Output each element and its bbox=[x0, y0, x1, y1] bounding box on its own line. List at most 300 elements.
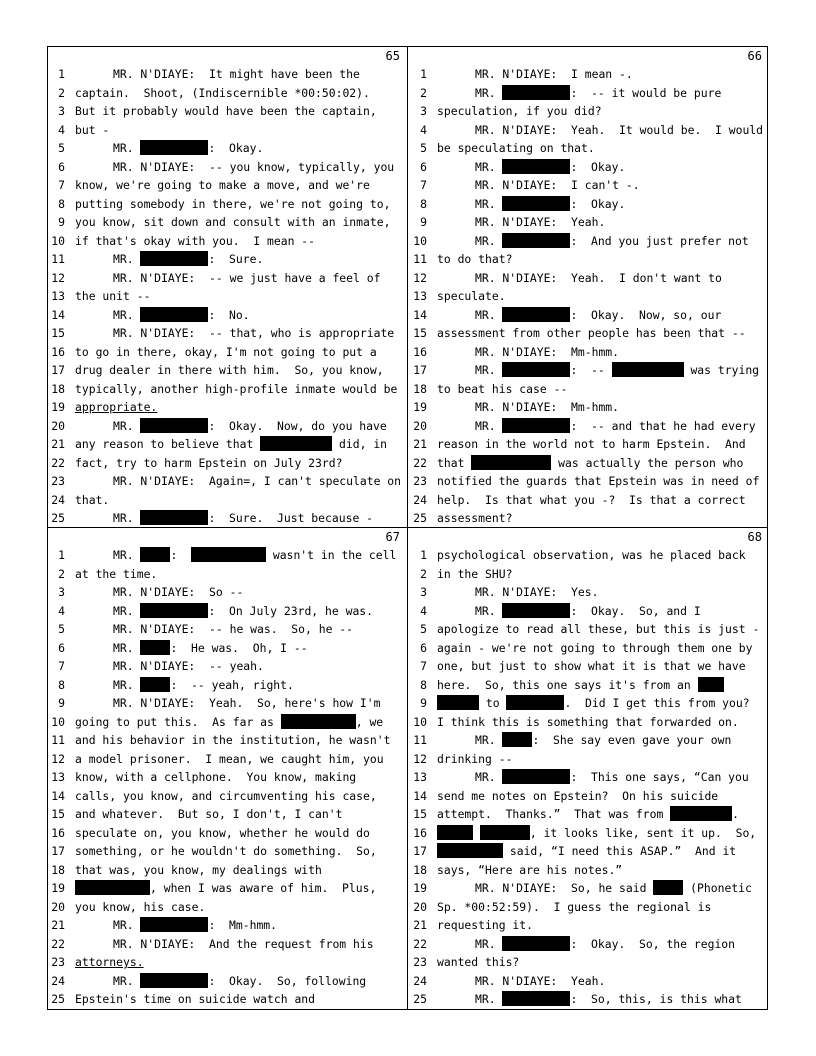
text-segment: . bbox=[732, 807, 740, 821]
transcript-line bbox=[409, 602, 766, 621]
transcript-line bbox=[47, 657, 404, 676]
transcript-line bbox=[409, 657, 766, 676]
line-number: 11 bbox=[413, 733, 427, 747]
text-segment: : So, this, is this what bbox=[570, 992, 742, 1006]
transcript-line bbox=[409, 861, 766, 880]
line-number: 10 bbox=[413, 714, 427, 729]
transcript-line bbox=[409, 454, 766, 473]
line-text bbox=[113, 583, 243, 602]
line-number: 12 bbox=[51, 751, 65, 766]
redaction-block bbox=[502, 769, 570, 784]
redaction-block bbox=[502, 991, 570, 1006]
transcript-line bbox=[409, 158, 766, 177]
line-text bbox=[437, 916, 533, 935]
line-text bbox=[475, 417, 756, 436]
transcript-line bbox=[47, 565, 404, 584]
transcript-line bbox=[409, 565, 766, 584]
transcript-line bbox=[47, 620, 404, 639]
transcript-lines bbox=[47, 546, 404, 1009]
line-text bbox=[113, 602, 373, 621]
line-text bbox=[75, 380, 397, 399]
redaction-block bbox=[140, 510, 208, 525]
page-number: 65 bbox=[385, 49, 400, 63]
text-segment: help. Is that what you -? Is that a correct bbox=[437, 492, 746, 507]
transcript-line bbox=[409, 65, 766, 84]
line-number: 2 bbox=[58, 85, 65, 100]
text-segment: : Okay. So, the region bbox=[570, 936, 736, 951]
transcript-line bbox=[47, 491, 404, 510]
line-number: 20 bbox=[51, 418, 65, 433]
transcript-line bbox=[47, 158, 404, 177]
line-text bbox=[113, 676, 294, 695]
text-segment: one, but just to show what it is that we have bbox=[437, 659, 746, 673]
line-text bbox=[75, 287, 150, 306]
transcript-line bbox=[47, 972, 404, 991]
transcript-line bbox=[409, 139, 766, 158]
transcript-line bbox=[47, 898, 404, 917]
transcript-line bbox=[409, 176, 766, 195]
redaction-block bbox=[75, 880, 150, 895]
line-text bbox=[113, 472, 401, 491]
redaction-block bbox=[502, 196, 570, 211]
line-text bbox=[75, 454, 342, 473]
line-number: 24 bbox=[413, 973, 427, 988]
text-segment: , it looks like, sent it up. So, bbox=[529, 825, 757, 840]
text-segment: : Sure. bbox=[208, 252, 264, 266]
line-number: 18 bbox=[51, 381, 65, 396]
transcript-line bbox=[47, 435, 404, 454]
line-number: 16 bbox=[51, 825, 65, 840]
line-number: 22 bbox=[51, 455, 65, 470]
line-text bbox=[75, 879, 376, 898]
redaction-block bbox=[506, 695, 564, 710]
line-number: 17 bbox=[51, 363, 65, 377]
line-text bbox=[113, 935, 374, 954]
text-segment: send me notes on Epstein? On his suicide bbox=[437, 788, 719, 803]
line-number: 3 bbox=[58, 585, 65, 599]
text-segment: assessment from other people has been that -- bbox=[437, 326, 746, 340]
text-segment: MR. bbox=[475, 936, 503, 951]
redaction-block bbox=[437, 843, 503, 858]
transcript-line bbox=[409, 935, 766, 954]
line-number: 14 bbox=[413, 307, 427, 322]
text-segment: MR. bbox=[475, 733, 503, 747]
line-number: 17 bbox=[413, 844, 427, 858]
line-number: 10 bbox=[51, 233, 65, 248]
line-text bbox=[437, 324, 746, 343]
text-segment: : Okay. bbox=[570, 196, 626, 211]
transcript-line bbox=[409, 824, 766, 843]
transcript-line bbox=[409, 972, 766, 991]
transcript-line bbox=[47, 824, 404, 843]
redaction-block bbox=[140, 917, 208, 932]
text-segment: , when I was aware of him. Plus, bbox=[150, 881, 377, 895]
redaction-block bbox=[140, 640, 170, 655]
text-segment: speculation, if you did? bbox=[437, 104, 602, 118]
line-text bbox=[437, 546, 746, 565]
line-text bbox=[75, 121, 109, 140]
line-text bbox=[437, 898, 711, 917]
redaction-block bbox=[670, 806, 732, 821]
transcript-line bbox=[47, 842, 404, 861]
transcript-line bbox=[47, 472, 404, 491]
transcript-line bbox=[47, 731, 404, 750]
line-text bbox=[475, 398, 619, 417]
text-segment: going to put this. As far as bbox=[75, 714, 281, 729]
line-number: 7 bbox=[58, 659, 65, 673]
transcript-line bbox=[47, 713, 404, 732]
transcript-line bbox=[47, 805, 404, 824]
text-segment: MR. N'DIAYE: -- yeah. bbox=[113, 659, 264, 673]
redaction-block bbox=[653, 880, 683, 895]
transcript-line bbox=[409, 232, 766, 251]
line-number: 5 bbox=[420, 622, 427, 636]
text-segment: the unit -- bbox=[75, 289, 151, 303]
text-segment: attempt. Thanks.” That was from bbox=[437, 807, 671, 821]
text-segment: (Phonetic bbox=[683, 881, 752, 895]
line-text bbox=[75, 842, 377, 861]
line-text bbox=[75, 731, 390, 750]
line-number: 15 bbox=[413, 326, 427, 340]
redaction-block bbox=[140, 418, 208, 433]
transcript-line bbox=[47, 213, 404, 232]
line-number: 13 bbox=[51, 770, 65, 784]
transcript-line bbox=[47, 509, 404, 528]
redaction-block bbox=[281, 714, 356, 729]
transcript-line bbox=[47, 380, 404, 399]
line-number: 3 bbox=[420, 104, 427, 118]
transcript-line bbox=[47, 750, 404, 769]
redaction-block bbox=[191, 547, 266, 562]
text-segment: appropriate. bbox=[75, 400, 158, 414]
redaction-block bbox=[612, 362, 684, 377]
text-segment: at the time. bbox=[75, 566, 158, 581]
redaction-block bbox=[140, 677, 170, 692]
transcript-line bbox=[47, 398, 404, 417]
line-number: 23 bbox=[51, 955, 65, 969]
line-number: 5 bbox=[420, 141, 427, 155]
text-segment: MR. bbox=[113, 252, 141, 266]
redaction-block bbox=[437, 695, 479, 710]
text-segment bbox=[473, 826, 480, 840]
line-text bbox=[475, 768, 749, 787]
text-segment: : And you just prefer not bbox=[570, 233, 749, 248]
line-number: 25 bbox=[51, 992, 65, 1006]
text-segment: that. bbox=[75, 492, 110, 507]
text-segment: attorneys. bbox=[75, 955, 144, 969]
redaction-block bbox=[140, 547, 170, 562]
line-number: 19 bbox=[413, 881, 427, 895]
text-segment: MR. bbox=[475, 363, 503, 377]
text-segment: you know, sit down and consult with an inmate, bbox=[75, 215, 391, 229]
line-number: 6 bbox=[420, 640, 427, 655]
line-text bbox=[437, 620, 759, 639]
line-text bbox=[75, 176, 370, 195]
line-number: 14 bbox=[413, 788, 427, 803]
transcript-line bbox=[47, 639, 404, 658]
line-text bbox=[437, 842, 736, 861]
transcript-line bbox=[47, 176, 404, 195]
text-segment: be speculating on that. bbox=[437, 141, 595, 155]
text-segment: assessment? bbox=[437, 511, 513, 525]
text-segment: MR. bbox=[113, 141, 141, 155]
text-segment: to bbox=[479, 696, 507, 710]
line-number: 23 bbox=[413, 474, 427, 488]
line-number: 3 bbox=[58, 104, 65, 118]
transcript-line bbox=[47, 694, 404, 713]
redaction-block bbox=[140, 603, 208, 618]
line-text bbox=[75, 102, 377, 121]
line-text bbox=[437, 435, 746, 454]
line-text bbox=[437, 287, 506, 306]
text-segment: : Okay. bbox=[208, 141, 264, 155]
text-segment: again - we're not going to through them one by bbox=[437, 640, 753, 655]
line-text bbox=[75, 84, 370, 103]
line-text bbox=[475, 731, 731, 750]
transcript-line bbox=[47, 602, 404, 621]
line-number: 3 bbox=[420, 585, 427, 599]
line-number: 25 bbox=[413, 511, 427, 525]
line-text bbox=[475, 583, 598, 602]
transcript-line bbox=[409, 343, 766, 362]
redaction-block bbox=[260, 436, 332, 451]
line-text bbox=[475, 232, 749, 251]
text-segment: : Okay. So, following bbox=[208, 973, 367, 988]
line-number: 1 bbox=[58, 548, 65, 562]
line-text bbox=[475, 269, 722, 288]
text-segment: know, we're going to make a move, and we're bbox=[75, 178, 370, 192]
redaction-block bbox=[502, 307, 570, 322]
transcript-line bbox=[47, 861, 404, 880]
transcript-line bbox=[47, 361, 404, 380]
line-number: 25 bbox=[413, 992, 427, 1006]
line-number: 8 bbox=[420, 196, 427, 211]
line-number: 5 bbox=[58, 622, 65, 636]
transcript-line bbox=[409, 768, 766, 787]
transcript-lines bbox=[409, 65, 766, 528]
text-segment: MR. N'DIAYE: So, he said bbox=[475, 881, 654, 895]
line-number: 10 bbox=[413, 233, 427, 248]
text-segment: here. So, this one says it's from an bbox=[437, 677, 698, 692]
line-text bbox=[437, 472, 759, 491]
line-text bbox=[475, 343, 619, 362]
line-text bbox=[113, 546, 396, 565]
text-segment: MR. N'DIAYE: -- that, who is appropriate bbox=[113, 326, 395, 340]
transcript-line bbox=[409, 472, 766, 491]
line-text bbox=[475, 361, 759, 380]
line-number: 19 bbox=[413, 400, 427, 414]
line-text bbox=[75, 232, 315, 251]
line-text bbox=[437, 509, 512, 528]
transcript-line bbox=[409, 102, 766, 121]
text-segment: putting somebody in there, we're not going to, bbox=[75, 196, 391, 211]
text-segment: MR. N'DIAYE: Yeah. So, here's how I'm bbox=[113, 696, 381, 710]
text-segment: : Sure. Just because - bbox=[208, 511, 374, 525]
transcript-line bbox=[47, 324, 404, 343]
line-number: 9 bbox=[58, 696, 65, 710]
line-number: 7 bbox=[420, 659, 427, 673]
text-segment: MR. bbox=[113, 677, 141, 692]
text-segment: that was, you know, my dealings with bbox=[75, 862, 322, 877]
redaction-block bbox=[140, 307, 208, 322]
line-number: 17 bbox=[51, 844, 65, 858]
text-segment: Epstein's time on suicide watch and bbox=[75, 992, 316, 1006]
text-segment: MR. bbox=[475, 770, 503, 784]
text-segment: speculate. bbox=[437, 289, 506, 303]
transcript-line bbox=[409, 417, 766, 436]
text-segment: MR. N'DIAYE: Mm-hmm. bbox=[475, 400, 620, 414]
line-text bbox=[113, 139, 263, 158]
line-text bbox=[113, 324, 394, 343]
redaction-block bbox=[502, 85, 570, 100]
line-number: 13 bbox=[51, 289, 65, 303]
line-number: 12 bbox=[51, 270, 65, 285]
line-number: 15 bbox=[413, 807, 427, 821]
redaction-block bbox=[140, 973, 208, 988]
redaction-block bbox=[502, 732, 532, 747]
text-segment: MR. bbox=[113, 307, 141, 322]
line-number: 13 bbox=[413, 770, 427, 784]
line-number: 6 bbox=[420, 159, 427, 174]
line-number: 24 bbox=[51, 492, 65, 507]
transcript-line bbox=[409, 324, 766, 343]
text-segment: calls, you know, and circumventing his case, bbox=[75, 788, 377, 803]
transcript-line bbox=[409, 398, 766, 417]
line-text bbox=[475, 158, 625, 177]
text-segment: MR. N'DIAYE: -- we just have a feel of bbox=[113, 270, 381, 285]
line-number: 2 bbox=[420, 566, 427, 581]
text-segment: MR. N'DIAYE: It might have been the bbox=[113, 67, 360, 81]
line-number: 11 bbox=[51, 733, 65, 747]
redaction-block bbox=[502, 159, 570, 174]
text-segment: captain. Shoot, (Indiscernible *00:50:02). bbox=[75, 85, 370, 100]
transcript-line bbox=[409, 287, 766, 306]
text-segment: But it probably would have been the captain, bbox=[75, 104, 377, 118]
transcript-line bbox=[47, 195, 404, 214]
transcript-line bbox=[409, 842, 766, 861]
transcript-line bbox=[409, 583, 766, 602]
text-segment: to do that? bbox=[437, 252, 513, 266]
transcript-line bbox=[47, 768, 404, 787]
text-segment: : Okay. So, and I bbox=[570, 603, 701, 618]
transcript-line bbox=[409, 898, 766, 917]
line-text bbox=[475, 176, 640, 195]
line-number: 2 bbox=[58, 566, 65, 581]
transcript-line bbox=[47, 102, 404, 121]
text-segment: : -- and that he had every bbox=[570, 418, 756, 433]
text-segment: : -- yeah, right. bbox=[170, 677, 294, 692]
line-number: 4 bbox=[420, 122, 427, 137]
transcript-line bbox=[409, 509, 766, 528]
text-segment: MR. N'DIAYE: Yeah. bbox=[475, 973, 606, 988]
line-number: 21 bbox=[413, 918, 427, 932]
text-segment: and his behavior in the institution, he wasn't bbox=[75, 733, 391, 747]
line-number: 9 bbox=[420, 215, 427, 229]
line-number: 7 bbox=[420, 178, 427, 192]
line-text bbox=[113, 65, 360, 84]
line-text bbox=[437, 787, 718, 806]
line-number: 1 bbox=[58, 67, 65, 81]
line-text bbox=[75, 824, 370, 843]
line-number: 8 bbox=[58, 677, 65, 692]
line-text bbox=[437, 713, 739, 732]
redaction-block bbox=[502, 936, 570, 951]
text-segment: and whatever. But so, I don't, I can't bbox=[75, 807, 343, 821]
line-number: 16 bbox=[51, 344, 65, 359]
transcript-line bbox=[47, 916, 404, 935]
text-segment: fact, try to harm Epstein on July 23rd? bbox=[75, 455, 343, 470]
line-text bbox=[75, 713, 383, 732]
text-segment: MR. bbox=[475, 418, 503, 433]
transcript-line bbox=[409, 694, 766, 713]
line-number: 20 bbox=[413, 899, 427, 914]
line-number: 18 bbox=[51, 862, 65, 877]
text-segment: was trying bbox=[683, 363, 760, 377]
line-number: 21 bbox=[51, 437, 65, 451]
line-number: 15 bbox=[51, 326, 65, 340]
transcript-line bbox=[409, 805, 766, 824]
line-text bbox=[75, 953, 144, 972]
line-text bbox=[75, 861, 322, 880]
transcript-line bbox=[47, 269, 404, 288]
transcript-line bbox=[409, 713, 766, 732]
text-segment: if that's okay with you. I mean -- bbox=[75, 233, 316, 248]
text-segment: MR. N'DIAYE: I can't -. bbox=[475, 178, 640, 192]
line-text bbox=[113, 694, 380, 713]
text-segment: MR. bbox=[113, 640, 141, 655]
line-text bbox=[475, 306, 721, 325]
text-segment: did, in bbox=[332, 437, 388, 451]
text-segment: in the SHU? bbox=[437, 566, 513, 581]
line-number: 10 bbox=[51, 714, 65, 729]
line-number: 21 bbox=[51, 918, 65, 932]
text-segment: : bbox=[170, 548, 192, 562]
text-segment: apologize to read all these, but this is just - bbox=[437, 622, 760, 636]
line-number: 8 bbox=[58, 196, 65, 211]
line-number: 20 bbox=[413, 418, 427, 433]
text-segment: : No. bbox=[208, 307, 250, 322]
line-text bbox=[437, 861, 622, 880]
line-number: 7 bbox=[58, 178, 65, 192]
text-segment: MR. N'DIAYE: Again=, I can't speculate on bbox=[113, 474, 402, 488]
text-segment: , we bbox=[355, 714, 384, 729]
text-segment: was actually the person who bbox=[551, 455, 744, 470]
page-number: 68 bbox=[747, 530, 762, 544]
line-text bbox=[475, 972, 605, 991]
line-text bbox=[437, 102, 602, 121]
text-segment: speculate on, you know, whether he would do bbox=[75, 825, 370, 840]
transcript-line bbox=[409, 380, 766, 399]
line-text bbox=[437, 380, 567, 399]
transcript-line bbox=[409, 750, 766, 769]
text-segment: notified the guards that Epstein was in need of bbox=[437, 474, 760, 488]
transcript-line bbox=[409, 879, 766, 898]
line-text bbox=[113, 972, 366, 991]
text-segment: : On July 23rd, he was. bbox=[208, 603, 374, 618]
text-segment: : Okay. bbox=[570, 159, 626, 174]
transcript-line bbox=[409, 639, 766, 658]
line-text bbox=[75, 398, 157, 417]
text-segment: reason in the world not to harm Epstein. And bbox=[437, 437, 746, 451]
transcript-line bbox=[409, 361, 766, 380]
text-segment: MR. bbox=[113, 511, 141, 525]
transcript-line bbox=[409, 676, 766, 695]
transcript-line bbox=[47, 879, 404, 898]
transcript-line bbox=[47, 953, 404, 972]
line-number: 24 bbox=[51, 973, 65, 988]
transcript-line bbox=[409, 121, 766, 140]
line-text bbox=[475, 195, 625, 214]
